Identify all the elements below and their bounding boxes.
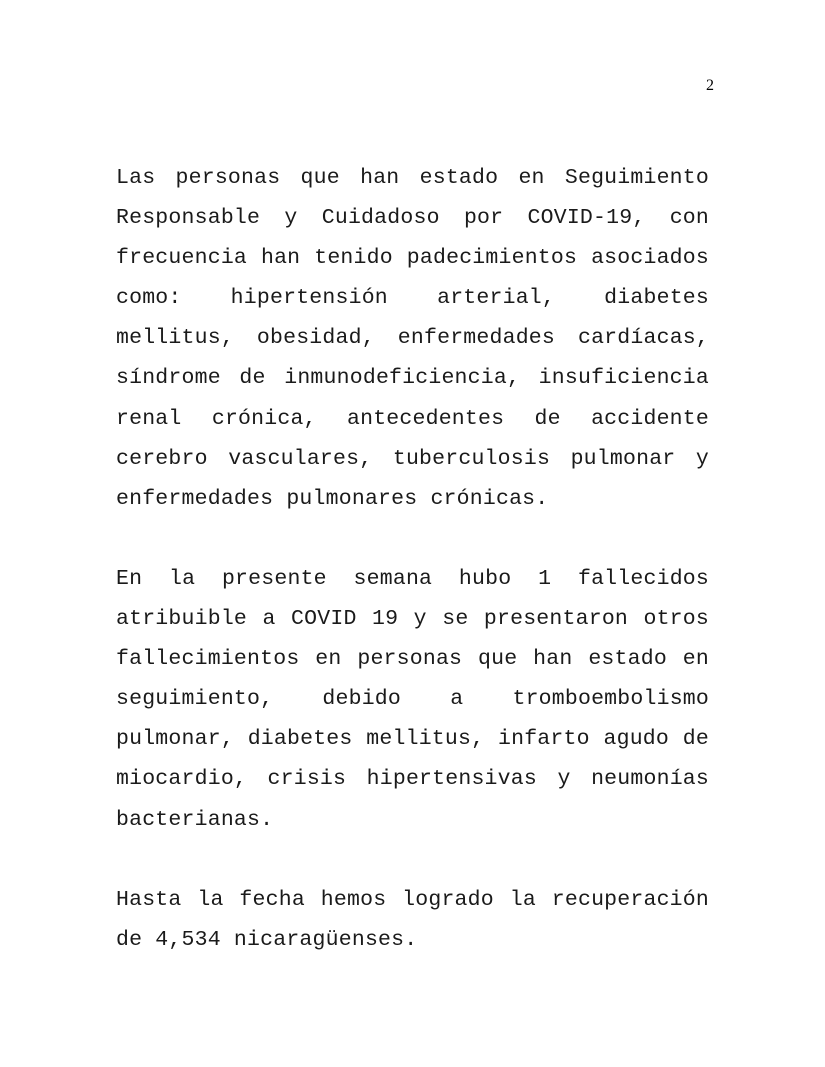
page-number: 2 <box>706 77 714 94</box>
paragraph-deaths: En la presente semana hubo 1 fallecidos atribuible a COVID 19 y se presentaron otros fallecimientos en personas que han estado en seguimiento, debido a tromboembolismo pulmonar, diabetes mellitus, infarto agudo de miocardio, crisis hipertensivas y neumonías bacterianas. <box>116 566 709 832</box>
paragraph-recoveries: Hasta la fecha hemos logrado la recuperación de 4,534 nicaragüenses. <box>116 887 709 952</box>
paragraph-comorbidities: Las personas que han estado en Seguimiento Responsable y Cuidadoso por COVID-19, con frecuencia han tenido padecimientos asociados como: hipertensión arterial, diabetes mellitus, obesidad, enfermedades cardíacas, síndrome de inmunodeficiencia, insuficiencia renal crónica, antecedentes de accidente cerebro vasculares, tuberculosis pulmonar y enfermedades pulmonares crónicas. <box>116 166 709 511</box>
document-body <box>116 158 709 960</box>
